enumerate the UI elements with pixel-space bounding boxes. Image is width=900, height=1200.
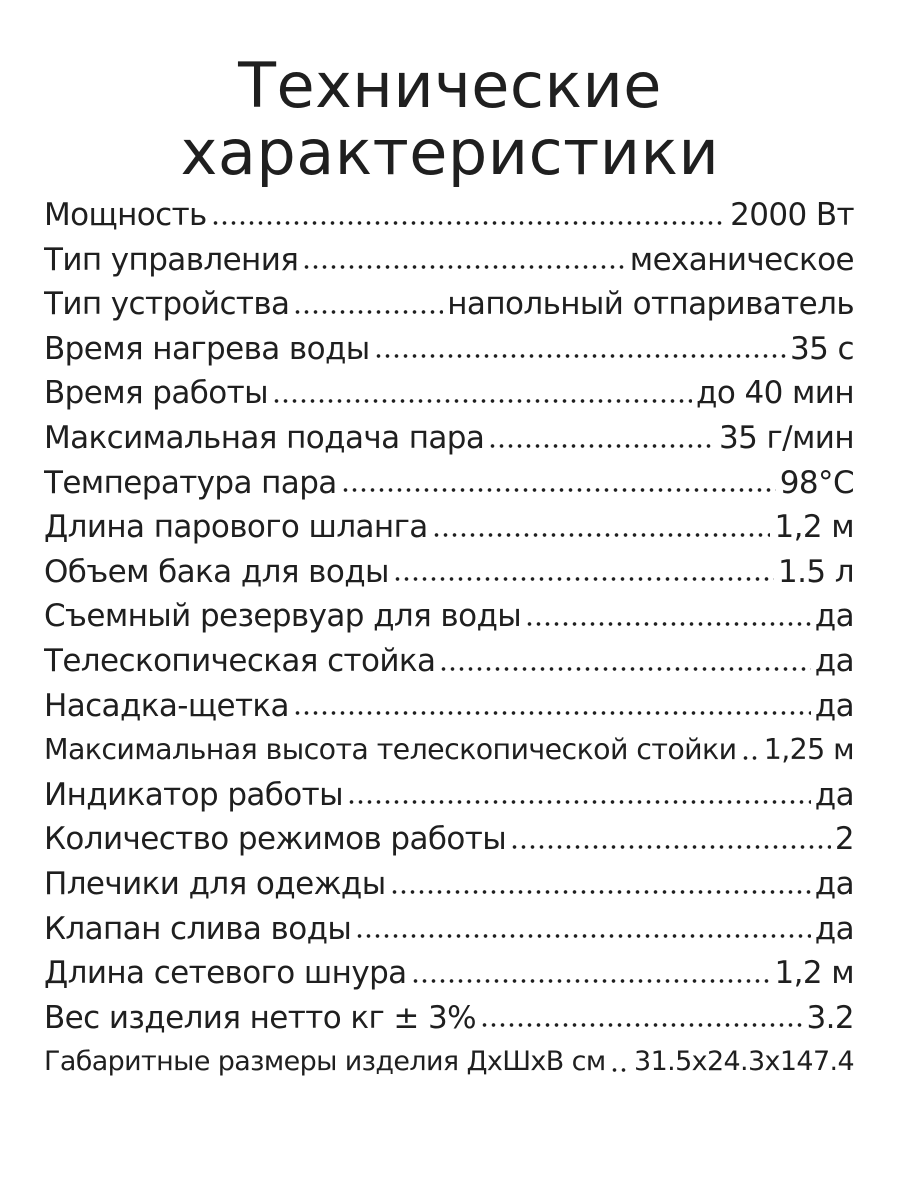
dot-leader xyxy=(355,933,810,939)
dot-leader xyxy=(211,220,726,226)
spec-row xyxy=(44,193,854,238)
spec-name: Тип устройства xyxy=(44,286,290,323)
spec-value: 3.2 xyxy=(806,999,854,1036)
spec-value: 1,25 м xyxy=(763,733,854,767)
spec-value: 2000 Вт xyxy=(730,197,854,233)
spec-row xyxy=(44,996,854,1041)
spec-row xyxy=(44,416,854,461)
dot-leader xyxy=(741,755,760,761)
spec-value: да xyxy=(814,642,854,679)
page-title xyxy=(0,49,900,189)
spec-value: до 40 мин xyxy=(696,375,854,412)
dot-leader xyxy=(432,532,771,538)
spec-name: Плечики для одежды xyxy=(44,865,386,902)
dot-leader xyxy=(439,666,810,672)
spec-name: Клапан слива воды xyxy=(44,910,352,947)
spec-value: 35 с xyxy=(790,330,854,367)
spec-row xyxy=(44,773,854,818)
dot-leader xyxy=(480,1022,802,1028)
spec-row xyxy=(44,817,854,862)
dot-leader xyxy=(347,799,811,805)
spec-name: Объем бака для воды xyxy=(44,553,389,590)
spec-name: Тип управления xyxy=(44,241,299,278)
spec-value: 1.5 л xyxy=(778,553,854,590)
spec-row xyxy=(44,505,854,550)
spec-value: напольный отпариватель xyxy=(447,286,854,323)
spec-value: 2 xyxy=(834,821,854,858)
dot-leader xyxy=(341,487,776,493)
spec-row xyxy=(44,282,854,327)
spec-row xyxy=(44,951,854,996)
dot-leader xyxy=(411,978,771,984)
spec-name: Количество режимов работы xyxy=(44,821,507,858)
dot-leader xyxy=(302,264,625,270)
spec-row xyxy=(44,728,854,773)
spec-name: Насадка-щетка xyxy=(44,687,289,724)
spec-value: 31.5х24.3х147.4 xyxy=(634,1046,854,1078)
dot-leader xyxy=(390,889,811,895)
spec-value: 35 г/мин xyxy=(718,419,854,456)
title-line-2: характеристики xyxy=(180,116,720,189)
spec-name: Съемный резервуар для воды xyxy=(44,598,522,635)
spec-row xyxy=(44,461,854,506)
spec-row xyxy=(44,594,854,639)
dot-leader xyxy=(293,309,443,315)
spec-row xyxy=(44,371,854,416)
spec-row xyxy=(44,327,854,372)
dot-leader xyxy=(488,443,715,449)
spec-name: Максимальная подача пара xyxy=(44,419,485,456)
spec-row xyxy=(44,684,854,729)
spec-name: Мощность xyxy=(44,197,207,233)
spec-name: Температура пара xyxy=(44,464,337,501)
spec-name: Длина сетевого шнура xyxy=(44,955,407,992)
dot-leader xyxy=(510,844,831,850)
spec-value: да xyxy=(814,598,854,635)
spec-row xyxy=(44,862,854,907)
spec-row xyxy=(44,238,854,283)
spec-list xyxy=(44,193,854,1085)
dot-leader xyxy=(272,398,692,404)
spec-name: Длина парового шланга xyxy=(44,509,428,546)
spec-row xyxy=(44,907,854,952)
spec-name: Время работы xyxy=(44,375,268,412)
dot-leader xyxy=(610,1067,630,1073)
spec-name: Телескопическая стойка xyxy=(44,642,436,679)
dot-leader xyxy=(393,576,774,582)
dot-leader xyxy=(293,710,811,716)
spec-value: механическое xyxy=(629,241,854,278)
spec-value: да xyxy=(814,687,854,724)
spec-value: да xyxy=(814,910,854,947)
spec-value: 1,2 м xyxy=(774,955,854,992)
spec-value: 98°С xyxy=(779,464,854,501)
spec-value: 1,2 м xyxy=(774,509,854,546)
dot-leader xyxy=(525,621,811,627)
spec-name: Габаритные размеры изделия ДхШхВ см xyxy=(44,1046,606,1078)
spec-name: Время нагрева воды xyxy=(44,330,370,367)
spec-name: Индикатор работы xyxy=(44,776,344,813)
title-line-1: Технические xyxy=(238,49,662,122)
spec-row xyxy=(44,1040,854,1085)
spec-name: Вес изделия нетто кг ± 3% xyxy=(44,999,476,1036)
spec-value: да xyxy=(814,776,854,813)
dot-leader xyxy=(374,353,786,359)
spec-value: да xyxy=(814,865,854,902)
spec-name: Максимальная высота телескопической стойки xyxy=(44,733,737,767)
spec-row xyxy=(44,639,854,684)
spec-row xyxy=(44,550,854,595)
